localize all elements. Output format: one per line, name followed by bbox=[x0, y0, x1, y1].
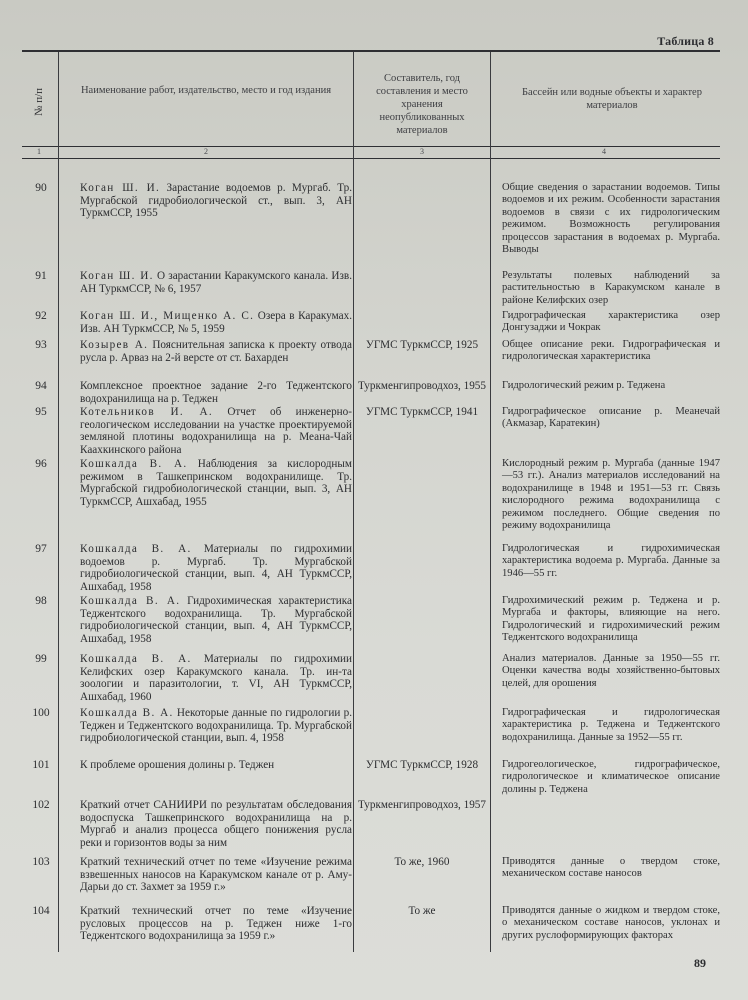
author: Кошкалда В. А. bbox=[80, 707, 174, 719]
work-text: Некоторые данные по гидрологии р. Теджен и Теджентского водохранилища. Тр. Мургабской гидробиологической станции, вып. 4, 1958 bbox=[80, 707, 352, 745]
work-title bbox=[80, 310, 352, 335]
compiler: То же bbox=[408, 905, 436, 917]
column-numbers-bottom-rule bbox=[22, 158, 720, 159]
work-text: Наблюдения за кислородным режимом в Ташкепринском водохранилище. Тр. Мургабской гидробиологической станции, вып. 3, АН ТуркмССР, Ашхабад, 1955 bbox=[80, 458, 353, 508]
description: Общее описание реки. Гидрографическая и гидрологическая характеристика bbox=[502, 339, 720, 363]
work-text: О зарастании Каракумского канала. Изв. АН ТуркмССР, № 6, 1957 bbox=[80, 270, 352, 295]
work-text: К проблеме орошения долины р. Теджен bbox=[80, 759, 275, 771]
row-number: 93 bbox=[35, 339, 47, 351]
author: Кошкалда В. А. bbox=[80, 653, 192, 665]
column-divider-3 bbox=[490, 52, 491, 952]
row-number: 104 bbox=[32, 905, 50, 917]
row-number: 100 bbox=[32, 707, 50, 719]
author: Коган Ш. И., Мищенко А. С. bbox=[80, 310, 255, 322]
work-title bbox=[80, 595, 352, 645]
author: Кошкалда В. А. bbox=[80, 458, 188, 470]
compiler: Туркменгипроводхоз, 1957 bbox=[358, 799, 486, 811]
work-title bbox=[80, 905, 352, 943]
description: Гидрохимический режим р. Теджена и р. Мургаба и факторы, влияющие на него. Гидрологический и гидрохимический режим Теджентского водохранилища bbox=[502, 595, 720, 644]
work-title bbox=[80, 543, 352, 593]
column-number-1: 1 bbox=[37, 147, 41, 156]
row-number: 92 bbox=[35, 310, 47, 322]
row-number: 98 bbox=[35, 595, 47, 607]
author: Коган Ш. И. bbox=[80, 270, 154, 282]
column-number-2: 2 bbox=[204, 147, 208, 156]
work-title bbox=[80, 270, 352, 295]
description: Гидрографическая и гидрологическая характеристика р. Теджена и Теджентского водохранилища. Данные за 1952—55 гг. bbox=[502, 707, 720, 743]
column-divider-2 bbox=[353, 52, 354, 952]
row-number: 102 bbox=[32, 799, 50, 811]
work-title bbox=[80, 799, 352, 849]
column-number-4: 4 bbox=[602, 147, 606, 156]
table-label: Таблица 8 bbox=[657, 34, 714, 48]
row-number: 90 bbox=[35, 182, 47, 194]
header-compiler: Составитель, год составления и место хранения неопубликованных материалов bbox=[376, 73, 468, 136]
author: Котельников И. А. bbox=[80, 406, 214, 418]
row-number: 94 bbox=[35, 380, 47, 392]
description: Общие сведения о зарастании водоемов. Типы водоемов и их режим. Особенности зарастания водоемов в связи с их гидрологическим режимом. Возможность регулирования процессов зарастания в водоемах р. Мургаба. Выводы bbox=[502, 182, 720, 256]
author: Козырев А. bbox=[80, 339, 149, 351]
description: Анализ материалов. Данные за 1950—55 гг. Оценки качества воды хозяйственно-бытовых целей, для орошения bbox=[502, 653, 720, 689]
work-text: Отчет об инженерно-геологическом исследовании на участке проектируемой земляной плотины водохранилища на р. Меана-Чай Каахкинского района bbox=[80, 406, 352, 456]
header-number: № п/п bbox=[33, 87, 45, 117]
row-number: 97 bbox=[35, 543, 47, 555]
work-text: Краткий технический отчет по теме «Изучение русловых процессов на р. Теджен ниже 1-го Теджентского водохранилища за 1959 г.» bbox=[80, 905, 352, 943]
work-text: Материалы по гидрохимии водоемов р. Мургаб. Тр. Мургабской гидробиологической станции, вып. 4, АН ТуркмССР, Ашхабад, 1958 bbox=[80, 543, 352, 593]
work-title bbox=[80, 182, 352, 220]
row-number: 101 bbox=[32, 759, 50, 771]
description: Кислородный режим р. Мургаба (данные 1947—53 гг.). Анализ материалов исследований на водохранилище в 1948 и 1951—53 гг. Связь кислородного режима водохранилища с режимом последнего. Общие сведения по режиму водохранилища bbox=[502, 458, 720, 532]
work-title bbox=[80, 458, 352, 508]
description: Результаты полевых наблюдений за растительностью в Каракумском канале в районе Келифских озер bbox=[502, 270, 720, 306]
header-work: Наименование работ, издательство, место и год издания bbox=[80, 85, 332, 96]
work-title bbox=[80, 339, 352, 364]
row-number: 99 bbox=[35, 653, 47, 665]
row-number: 96 bbox=[35, 458, 47, 470]
description: Приводятся данные о жидком и твердом стоке, о механическом составе наносов, уклонах и других руслоформирующих факторах bbox=[502, 905, 720, 941]
work-text: Материалы по гидрохимии Келифских озер Каракумского канала. Тр. ин-та зоологии и паразитологии, т. VI, АН ТуркмССР, Ашхабад, 1960 bbox=[80, 653, 352, 703]
row-number: 91 bbox=[35, 270, 47, 282]
compiler: УГМС ТуркмССР, 1925 bbox=[365, 339, 479, 351]
work-text: Гидрохимическая характеристика Теджентского водохранилища. Тр. Мургабской гидробиологической станции, вып. 4, АН ТуркмССР, Ашхабад, 1958 bbox=[80, 595, 352, 645]
work-text: Краткий технический отчет по теме «Изучение режима взвешенных наносов на Каракумском канале от р. Аму-Дарьи до ст. Захмет за 1959 г.» bbox=[80, 856, 352, 894]
compiler: УГМС ТуркмССР, 1928 bbox=[365, 759, 479, 771]
work-title bbox=[80, 380, 352, 405]
author: Кошкалда В. А. bbox=[80, 543, 192, 555]
author: Коган Ш. И. bbox=[80, 182, 161, 194]
work-title bbox=[80, 759, 352, 772]
author: Кошкалда В. А. bbox=[80, 595, 181, 607]
row-number: 103 bbox=[32, 856, 50, 868]
description: Гидрографическое описание р. Меанечай (Акмазар, Каратекин) bbox=[502, 406, 720, 430]
description: Гидрографическая характеристика озер Донгузаджи и Чокрак bbox=[502, 310, 720, 334]
header-basin: Бассейн или водные объекты и характер материалов bbox=[522, 87, 702, 111]
work-text: Краткий отчет САНИИРИ по результатам обследования водоспуска Ташкепринского водохранилища на р. Мургаб и анализ процесса общего понижения русла реки и горизонтов воды за ним bbox=[80, 799, 352, 849]
compiler: Туркменгипроводхоз, 1955 bbox=[358, 380, 486, 392]
page-number: 89 bbox=[694, 956, 706, 970]
column-number-3: 3 bbox=[420, 147, 424, 156]
compiler: То же, 1960 bbox=[394, 856, 450, 868]
work-text: Комплексное проектное задание 2-го Теджентского водохранилища на р. Теджен bbox=[80, 380, 352, 405]
work-text: Озера в Каракумах. Изв. АН ТуркмССР, № 5, 1959 bbox=[80, 310, 352, 335]
description: Приводятся данные о твердом стоке, механическом составе наносов bbox=[502, 856, 720, 880]
work-title bbox=[80, 653, 352, 703]
work-text: Зарастание водоемов р. Мургаб. Тр. Мургабской гидробиологической ст., вып. 3, АН ТуркмССР, 1955 bbox=[80, 182, 353, 220]
row-number: 95 bbox=[35, 406, 47, 418]
work-text: Пояснительная записка к проекту отвода русла р. Арваз на 2-й версте от ст. Бахарден bbox=[80, 339, 353, 364]
work-title bbox=[80, 856, 352, 894]
compiler: УГМС ТуркмССР, 1941 bbox=[365, 406, 479, 418]
table-top-rule bbox=[22, 50, 720, 52]
description: Гидрологический режим р. Теджена bbox=[502, 380, 666, 391]
work-title bbox=[80, 707, 352, 745]
work-title bbox=[80, 406, 352, 456]
description: Гидрогеологическое, гидрографическое, гидрологическое и климатическое описание долины р. Теджена bbox=[502, 759, 720, 795]
column-divider-1 bbox=[58, 52, 59, 952]
description: Гидрологическая и гидрохимическая характеристика водоема р. Мургаба. Данные за 1946—55 гг. bbox=[502, 543, 720, 579]
